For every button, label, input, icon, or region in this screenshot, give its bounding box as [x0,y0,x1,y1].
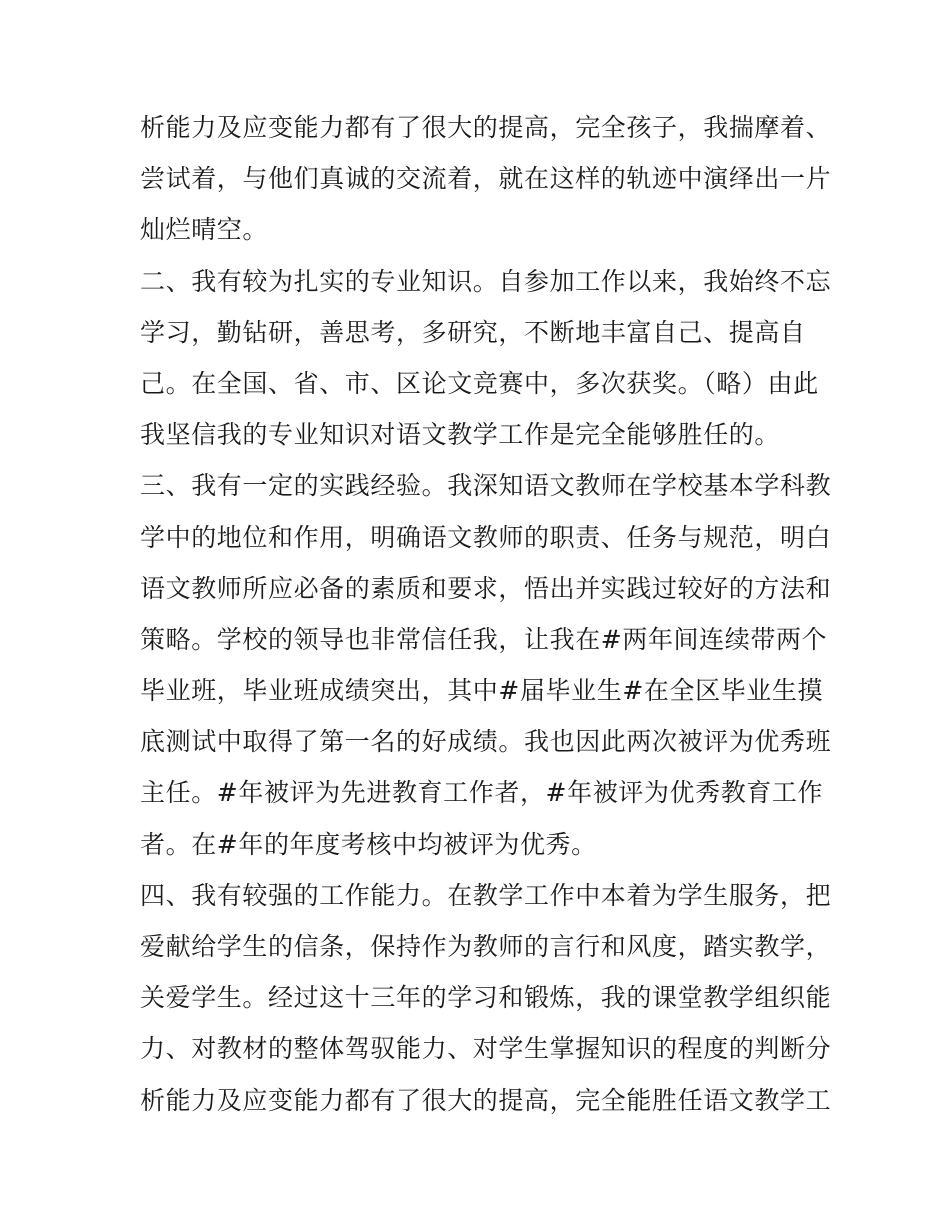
text-line-13: 底测试中取得了第一名的好成绩。我也因此两次被评为优秀班 [140,727,832,757]
text-line-7: 我坚信我的专业知识对语文教学工作是完全能够胜任的。 [140,420,781,450]
text-line-10: 语文教师所应必备的素质和要求，悟出并实践过较好的方法和 [140,573,832,603]
text-line-12: 毕业班，毕业班成绩突出，其中#届毕业生#在全区毕业生摸 [140,676,824,706]
text-line-2: 尝试着，与他们真诚的交流着，就在这样的轨迹中演绎出一片 [140,164,832,194]
document-body [140,102,832,1126]
text-line-8: 三、我有一定的实践经验。我深知语文教师在学校基本学科教 [140,471,832,501]
text-line-15: 者。在#年的年度考核中均被评为优秀。 [140,829,597,859]
text-line-5: 学习，勤钻研，善思考，多研究，不断地丰富自己、提高自 [140,317,806,347]
text-line-20: 析能力及应变能力都有了很大的提高，完全能胜任语文教学工 [140,1085,832,1115]
text-line-19: 力、对教材的整体驾驭能力、对学生掌握知识的程度的判断分 [140,1034,832,1064]
text-line-14: 主任。#年被评为先进教育工作者，#年被评为优秀教育工作 [140,778,824,808]
text-line-9: 学中的地位和作用，明确语文教师的职责、任务与规范，明白 [140,522,832,552]
text-line-18: 关爱学生。经过这十三年的学习和锻炼，我的课堂教学组织能 [140,983,832,1013]
text-line-11: 策略。学校的领导也非常信任我，让我在#两年间连续带两个 [140,624,828,654]
text-line-6: 己。在全国、省、市、区论文竞赛中，多次获奖。（略）由此 [140,368,819,398]
text-line-1: 析能力及应变能力都有了很大的提高，完全孩子，我揣摩着、 [140,113,832,142]
text-line-3: 灿烂晴空。 [140,215,269,245]
text-line-16: 四、我有较强的工作能力。在教学工作中本着为学生服务，把 [140,880,832,910]
text-line-17: 爱献给学生的信条，保持作为教师的言行和风度，踏实教学， [140,932,832,961]
text-line-4: 二、我有较为扎实的专业知识。自参加工作以来，我始终不忘 [140,266,832,296]
